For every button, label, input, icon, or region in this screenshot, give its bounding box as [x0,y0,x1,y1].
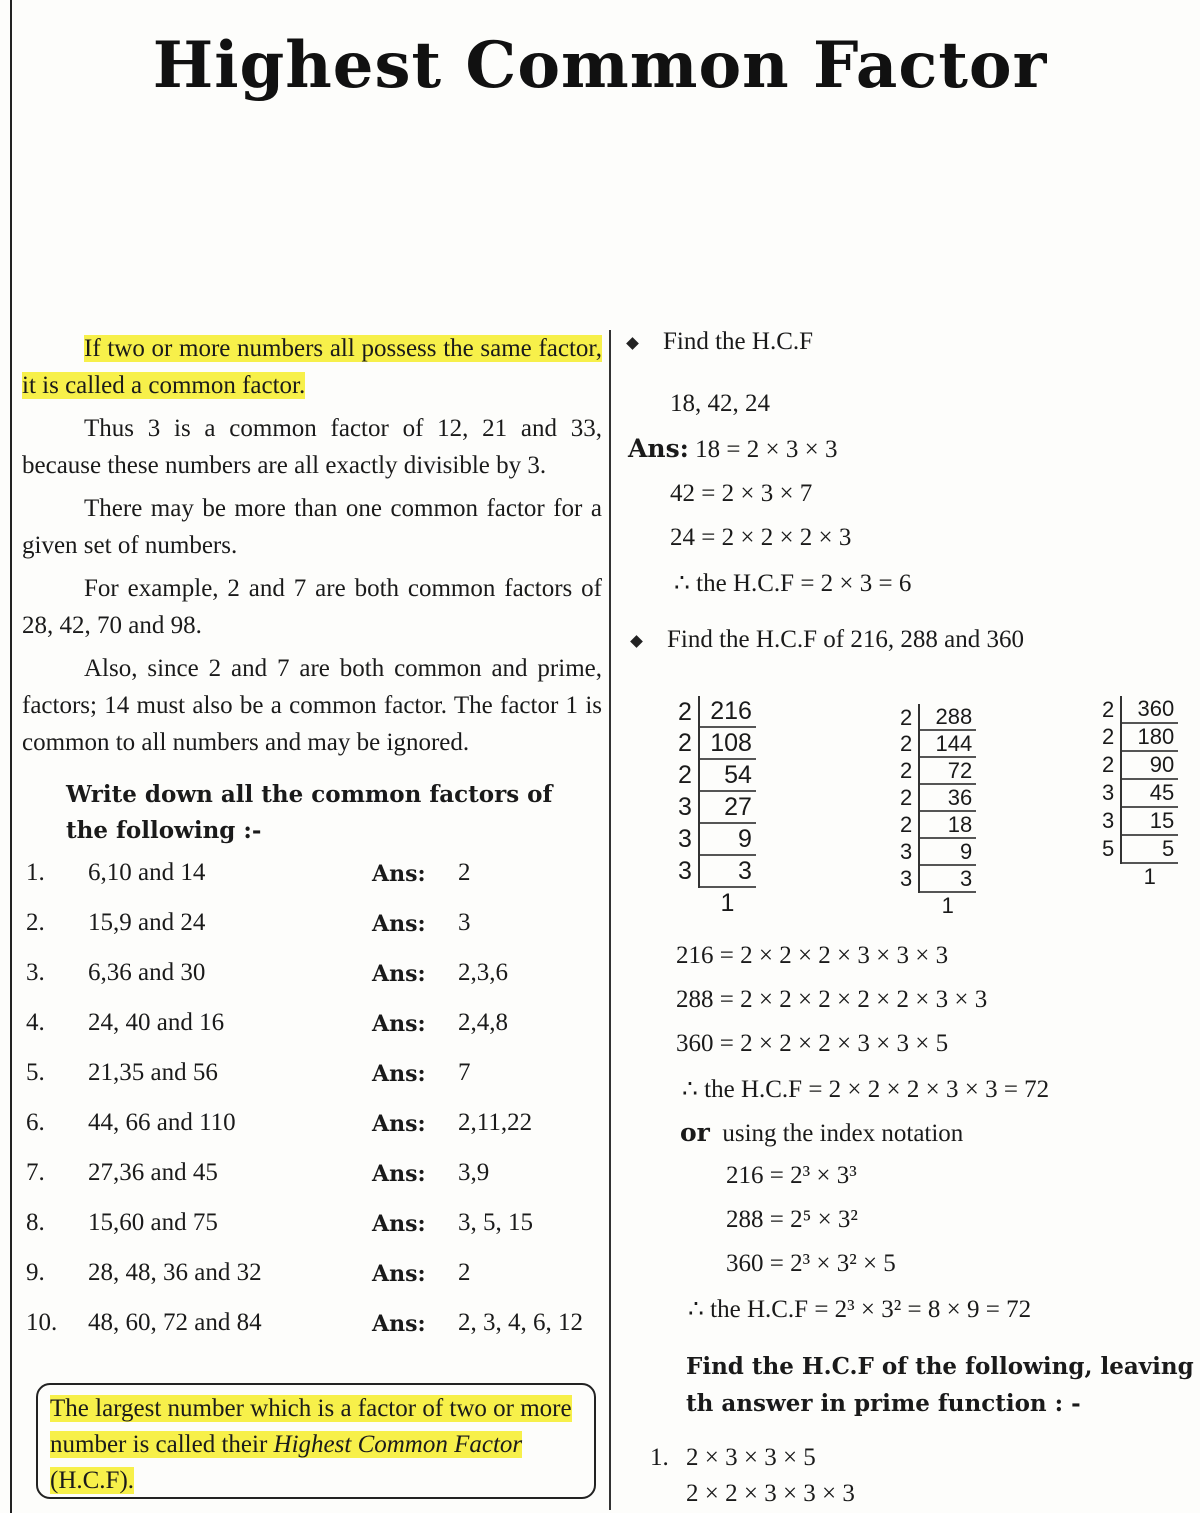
ladder-value: 9 [919,838,976,865]
index-288: 288 = 2⁵ × 3² [726,1206,858,1233]
question-row [22,1209,602,1259]
ladder-value: 90 [1121,751,1178,779]
ladder-value: 144 [919,730,976,757]
question-row [22,1109,602,1159]
example-1-numbers: 18, 42, 24 [670,390,770,417]
bullet-icon [626,337,639,350]
answer-value: 3 [458,909,471,936]
question-row [22,1309,602,1359]
ladder-value: 288 [919,704,976,730]
question-row [22,1009,602,1059]
answer-value: 2 [458,1259,471,1286]
bullet-icon [630,635,643,648]
question-row [22,959,602,1009]
ladder-divisor: 3 [1098,807,1121,835]
question-number: 3. [26,959,45,986]
question-row [22,1259,602,1309]
question-text: 24, 40 and 16 [88,1009,225,1036]
paragraph-common-factor-definition [22,330,602,404]
ladder-value: 9 [699,823,756,855]
ladder-step [896,838,976,865]
ladder-value: 108 [699,727,756,759]
answer-label: Ans: [372,861,426,887]
question-text: 27,36 and 45 [88,1159,218,1186]
paragraph-multiple-factors: There may be more than one common factor for a given set of numbers. [22,495,602,559]
ladder-final-row [674,887,756,918]
ladder-value: 45 [1121,779,1178,807]
question-number: 1. [26,859,45,886]
answer-label: Ans: [372,1211,426,1237]
ladder-divisor: 3 [674,855,699,887]
ladder-divisor: 3 [674,791,699,823]
question-text: 48, 60, 72 and 84 [88,1309,262,1336]
ladder-divisor: 3 [896,838,919,865]
ladder-divisor: 2 [896,784,919,811]
ladder-value: 360 [1121,696,1178,723]
answer-label: Ans: [372,1011,426,1037]
answer-label: Ans: [372,1261,426,1287]
question-list [22,859,602,1359]
division-ladder-288 [896,704,976,918]
left-column [22,330,602,1359]
ladder-step [896,811,976,838]
ladder-step [896,757,976,784]
answer-label: Ans: [372,1311,426,1337]
index-216: 216 = 2³ × 3³ [726,1162,857,1189]
ladder-divisor: 2 [1098,751,1121,779]
ladder-final: 1 [1143,864,1156,889]
ladder-divisor: 2 [674,759,699,791]
answer-value: 3, 5, 15 [458,1209,533,1236]
definition-box [36,1383,596,1499]
ladder-divisor: 2 [1098,723,1121,751]
question-text: 6,10 and 14 [88,859,206,886]
ladder-step [896,730,976,757]
division-ladder-360 [1098,696,1178,890]
ladder-value: 36 [919,784,976,811]
ladder-final: 1 [720,889,735,917]
ladder-value: 180 [1121,723,1178,751]
ladder-value: 3 [699,855,756,887]
answer-value: 2,11,22 [458,1109,533,1136]
factorisation-216: 216 = 2 × 2 × 2 × 3 × 3 × 3 [676,942,949,969]
ladder-value: 54 [699,759,756,791]
ladder-divisor: 3 [674,823,699,855]
answer-value: 3,9 [458,1159,490,1186]
page-title: Highest Common Factor [152,28,1048,103]
ladder-divisor: 2 [896,811,919,838]
ladder-step [674,696,756,727]
example-1-line-24: 24 = 2 × 2 × 2 × 3 [670,524,852,551]
ladder-step [674,823,756,855]
question-number: 8. [26,1209,45,1236]
ladder-divisor: 2 [674,696,699,727]
ladder-value: 15 [1121,807,1178,835]
example-2-result: ∴ the H.C.F = 2 × 2 × 2 × 3 × 3 = 72 [682,1076,1050,1103]
ladder-value: 18 [919,811,976,838]
example-1-line-42: 42 = 2 × 3 × 7 [670,480,813,507]
ladder-divisor: 3 [896,865,919,892]
question-row [22,859,602,909]
column-divider [609,330,611,1510]
answer-label: Ans: [372,1111,426,1137]
answer-value: 2 [458,859,471,886]
answer-value: 7 [458,1059,471,1086]
ladder-final-row [896,892,976,918]
ladder-divisor: 5 [1098,835,1121,863]
ladder-step [896,784,976,811]
exercise-3-line-2: 2 × 2 × 3 × 3 × 3 [686,1480,855,1507]
exercise-3-heading: Find the H.C.F of the following, leaving th answer in prime function : - [686,1353,1194,1417]
question-number: 9. [26,1259,45,1286]
ladder-divisor: 2 [896,730,919,757]
question-number: 7. [26,1159,45,1186]
answer-value: 2,3,6 [458,959,508,986]
paragraph-example-14: Also, since 2 and 7 are both common and prime, factors; 14 must also be a common factor. The factor 1 is common to all numbers and may be ignored. [22,655,602,756]
ladder-divisor: 2 [1098,696,1121,723]
answer-label: Ans: [372,961,426,987]
index-360: 360 = 2³ × 3² × 5 [726,1250,896,1277]
ladder-final-row [1098,863,1178,890]
ladder-step [896,865,976,892]
question-text: 28, 48, 36 and 32 [88,1259,262,1286]
question-text: 21,35 and 56 [88,1059,218,1086]
paragraph-example-3: Thus 3 is a common factor of 12, 21 and 33, because these numbers are all exactly divisible by 3. [22,415,602,479]
question-number: 4. [26,1009,45,1036]
division-ladder-216 [674,696,756,918]
ladder-final: 1 [941,893,954,918]
ladder-step [674,855,756,887]
question-number: 10. [26,1309,58,1336]
exercise-3-number: 1. [650,1444,669,1471]
factorisation-360: 360 = 2 × 2 × 2 × 3 × 3 × 5 [676,1030,949,1057]
ladder-divisor: 2 [674,727,699,759]
ladder-step [1098,835,1178,863]
question-text: 15,60 and 75 [88,1209,218,1236]
ladder-value: 27 [699,791,756,823]
question-text: 44, 66 and 110 [88,1109,236,1136]
index-result: ∴ the H.C.F = 2³ × 3² = 8 × 9 = 72 [688,1296,1032,1323]
ladder-divisor: 2 [896,757,919,784]
ladder-step [1098,807,1178,835]
ladder-step [1098,696,1178,723]
example-2-title: Find the H.C.F of 216, 288 and 360 [632,626,1024,654]
ladder-step [896,704,976,730]
question-number: 6. [26,1109,45,1136]
question-row [22,1159,602,1209]
question-text: 15,9 and 24 [88,909,206,936]
answer-value: 2, 3, 4, 6, 12 [458,1309,583,1336]
index-notation-line: or using the index notation [680,1118,964,1147]
ladder-step [674,727,756,759]
question-row [22,1059,602,1109]
ladder-value: 5 [1121,835,1178,863]
paragraph-example-2-7: For example, 2 and 7 are both common factors of 28, 42, 70 and 98. [22,575,602,639]
definition-term: Highest Common Factor [273,1431,523,1458]
definition-text: The largest number which is a factor of two or more number is called their Highest Common Factor (H.C.F). [50,1395,572,1494]
question-text: 6,36 and 30 [88,959,206,986]
ladder-value: 72 [919,757,976,784]
question-row [22,909,602,959]
exercise-heading: Write down all the common factors of the following :- [66,781,553,844]
question-number: 5. [26,1059,45,1086]
ladder-step [1098,723,1178,751]
exercise-3-line-1: 2 × 3 × 3 × 5 [686,1444,816,1471]
answer-label: Ans: [372,1161,426,1187]
ladder-value: 3 [919,865,976,892]
answer-label: Ans: [372,911,426,937]
ladder-value: 216 [699,696,756,727]
example-1-result: ∴ the H.C.F = 2 × 3 = 6 [674,570,912,597]
question-number: 2. [26,909,45,936]
ladder-step [674,759,756,791]
ladder-step [1098,751,1178,779]
ladder-divisor: 3 [1098,779,1121,807]
factorisation-288: 288 = 2 × 2 × 2 × 2 × 2 × 3 × 3 [676,986,988,1013]
answer-value: 2,4,8 [458,1009,508,1036]
ladder-step [674,791,756,823]
ladder-step [1098,779,1178,807]
answer-label: Ans: [372,1061,426,1087]
ladder-divisor: 2 [896,704,919,730]
example-1-title: Find the H.C.F [628,328,813,356]
highlighted-text: If two or more numbers all possess the same factor, it is called a common factor. [22,335,602,399]
example-1-line-18: Ans: 18 = 2 × 3 × 3 [628,434,838,463]
